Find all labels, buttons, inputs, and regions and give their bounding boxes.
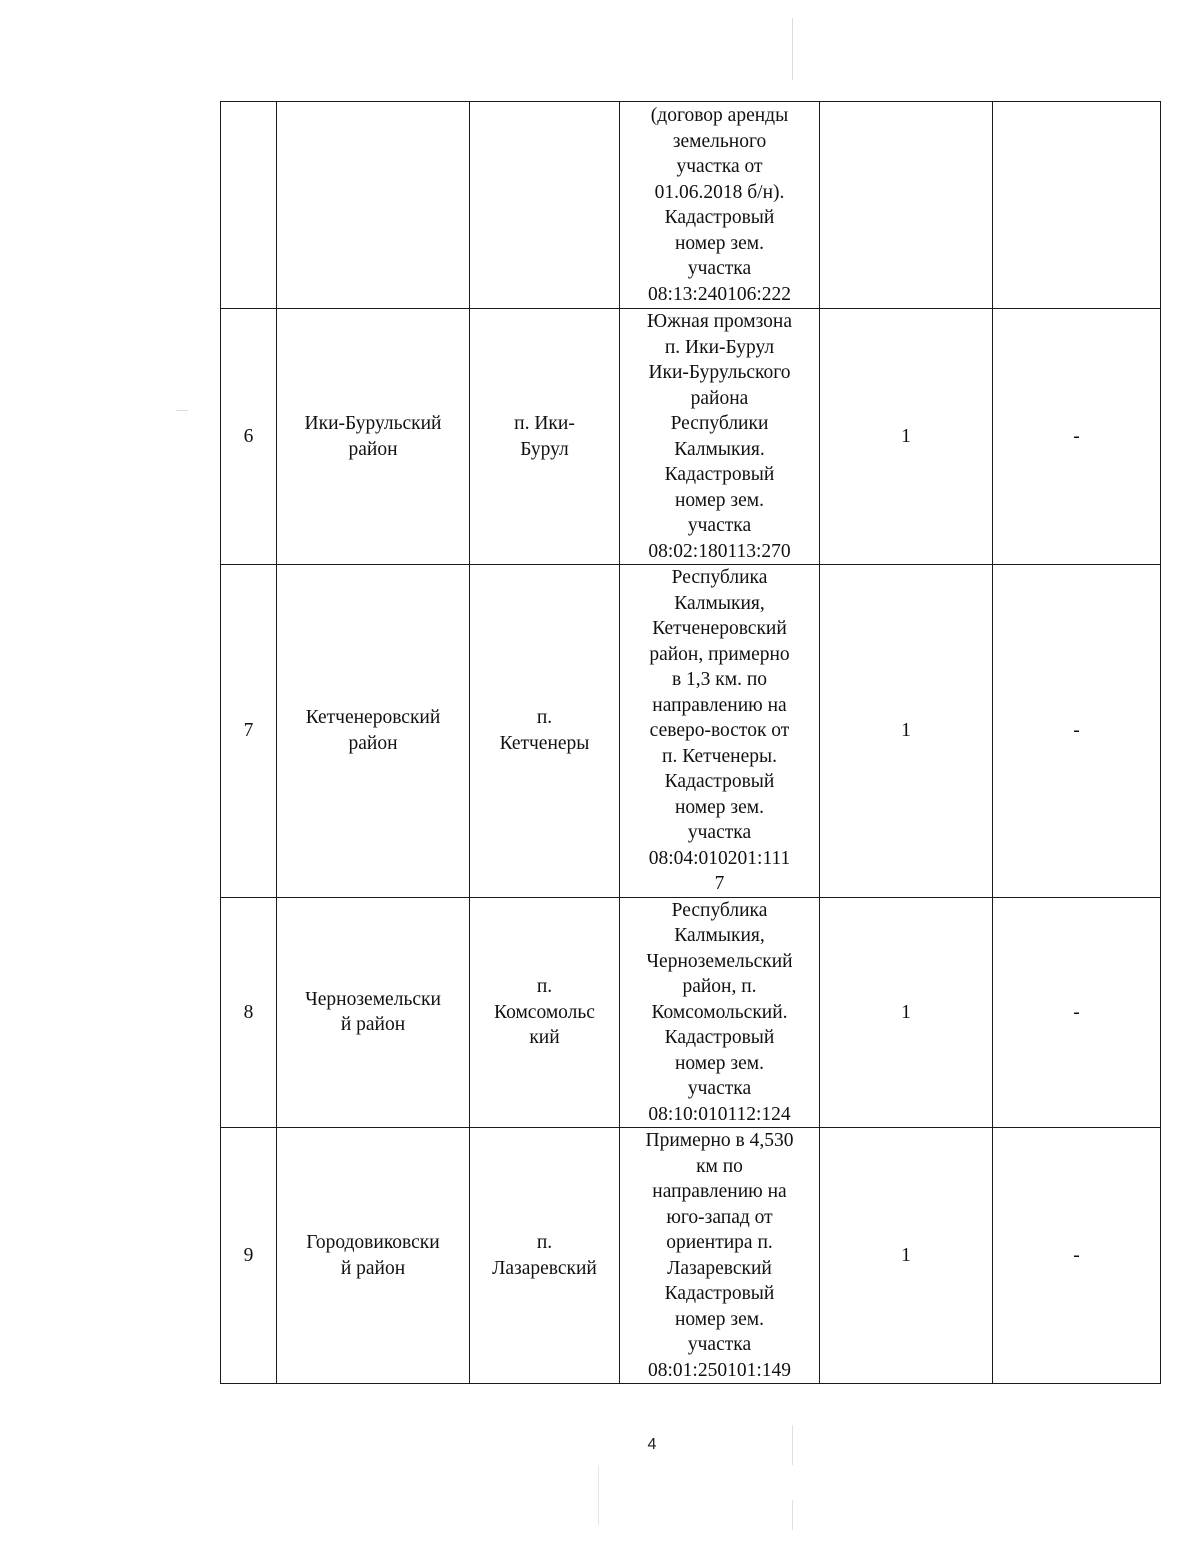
note-cell: - xyxy=(993,1128,1161,1384)
row-number: 7 xyxy=(221,565,277,898)
count-cell: 1 xyxy=(820,565,993,898)
count-cell: 1 xyxy=(820,1128,993,1384)
scan-mark xyxy=(792,18,793,80)
table-row xyxy=(221,1128,1161,1384)
location-cell: Примерно в 4,530 км по направлению на юго-запад от ориентира п. Лазаревский Кадастровый номер зем. участка 08:01:250101:149 xyxy=(620,1128,820,1384)
scan-mark xyxy=(176,410,188,411)
settlement-cell: п. Кетченеры xyxy=(470,565,620,898)
page-number: 4 xyxy=(647,1436,657,1453)
table-row xyxy=(221,897,1161,1128)
table-row xyxy=(221,309,1161,565)
scan-mark xyxy=(792,1500,793,1530)
settlement-cell: п. Ики- Бурул xyxy=(470,309,620,565)
location-cell: Республика Калмыкия, Кетченеровский район, примерно в 1,3 км. по направлению на северо-восток от п. Кетченеры. Кадастровый номер зем. участка 08:04:010201:111 7 xyxy=(620,565,820,898)
district-cell xyxy=(277,102,470,309)
scan-mark xyxy=(598,1465,599,1525)
scan-mark xyxy=(792,1425,793,1465)
table-row xyxy=(221,102,1161,309)
location-cell: (договор аренды земельного участка от 01.06.2018 б/н). Кадастровый номер зем. участка 08:13:240106:222 xyxy=(620,102,820,309)
note-cell: - xyxy=(993,309,1161,565)
row-number: 8 xyxy=(221,897,277,1128)
row-number xyxy=(221,102,277,309)
district-cell: Городовиковски й район xyxy=(277,1128,470,1384)
note-cell xyxy=(993,102,1161,309)
row-number: 6 xyxy=(221,309,277,565)
district-cell: Ики-Бурульский район xyxy=(277,309,470,565)
settlement-cell xyxy=(470,102,620,309)
row-number: 9 xyxy=(221,1128,277,1384)
note-cell: - xyxy=(993,565,1161,898)
note-cell: - xyxy=(993,897,1161,1128)
district-cell: Кетченеровский район xyxy=(277,565,470,898)
location-cell: Южная промзона п. Ики-Бурул Ики-Бурульского района Республики Калмыкия. Кадастровый номер зем. участка 08:02:180113:270 xyxy=(620,309,820,565)
land-plots-table xyxy=(220,101,1161,1384)
location-cell: Республика Калмыкия, Черноземельский район, п. Комсомольский. Кадастровый номер зем. участка 08:10:010112:124 xyxy=(620,897,820,1128)
settlement-cell: п. Комсомольс кий xyxy=(470,897,620,1128)
table-row xyxy=(221,565,1161,898)
count-cell: 1 xyxy=(820,309,993,565)
count-cell xyxy=(820,102,993,309)
count-cell: 1 xyxy=(820,897,993,1128)
district-cell: Черноземельски й район xyxy=(277,897,470,1128)
settlement-cell: п. Лазаревский xyxy=(470,1128,620,1384)
